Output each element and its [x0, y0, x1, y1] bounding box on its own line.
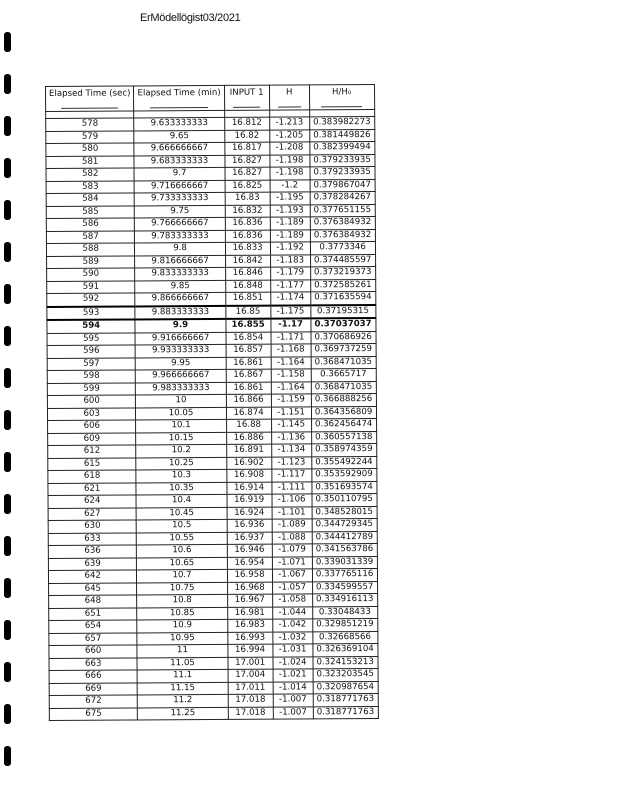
- table-cell: 16.902: [226, 457, 271, 470]
- table-cell: 9.633333333: [134, 117, 224, 130]
- table-cell: 11: [137, 644, 227, 657]
- binder-hole: [4, 116, 11, 136]
- table-cell: 585: [46, 205, 135, 218]
- table-cell: 0.362456474: [311, 418, 376, 431]
- table-cell: 11.2: [138, 694, 228, 707]
- table-cell: 0.351693574: [312, 481, 377, 494]
- table-cell: -1.151: [271, 406, 311, 419]
- table-cell: 16.836: [225, 230, 270, 243]
- table-cell: 636: [48, 545, 137, 558]
- table-cell: 0.373219373: [310, 266, 375, 279]
- binder-hole: [4, 242, 11, 262]
- table-cell: 16.983: [227, 619, 272, 632]
- binder-hole: [4, 452, 11, 472]
- column-header: H: [269, 85, 309, 110]
- table-cell: 10.7: [137, 569, 227, 582]
- binder-hole: [4, 32, 11, 52]
- table-cell: 633: [48, 532, 137, 545]
- table-cell: 9.85: [135, 280, 225, 293]
- table-cell: 16.85: [225, 305, 270, 319]
- table-cell: 16.861: [226, 382, 271, 395]
- binder-hole: [4, 494, 11, 514]
- column-header: INPUT 1: [224, 85, 269, 110]
- table-cell: 17.011: [228, 682, 273, 695]
- table-cell: 10.8: [137, 594, 227, 607]
- table-cell: 0.344412789: [312, 531, 377, 544]
- table-cell: 9.966666667: [136, 369, 226, 382]
- table-cell: 0.382399494: [309, 141, 374, 154]
- column-header: H/H₀: [309, 84, 374, 109]
- table-cell: 10.3: [136, 469, 226, 482]
- table-cell: -1.042: [272, 619, 312, 632]
- table-cell: 600: [47, 395, 136, 408]
- table-cell: 0.329851219: [312, 618, 377, 631]
- table-cell: 663: [49, 657, 138, 670]
- table-cell: 589: [47, 255, 136, 268]
- table-cell: -1.136: [271, 431, 311, 444]
- table-cell: -1.158: [271, 369, 311, 382]
- binder-hole: [4, 410, 11, 430]
- table-cell: 0.377651155: [310, 204, 375, 217]
- binder-hole: [4, 746, 11, 766]
- table-cell: 587: [46, 230, 135, 243]
- table-cell: 16.861: [226, 357, 271, 370]
- table-cell: 16.82: [224, 130, 269, 143]
- table-cell: 627: [48, 507, 137, 520]
- table-cell: 0.323203545: [313, 668, 378, 681]
- table-cell: 9.95: [136, 357, 226, 370]
- table-cell: 16.832: [225, 205, 270, 218]
- table-cell: 578: [46, 118, 135, 131]
- table-cell: 16.867: [226, 369, 271, 382]
- table-cell: -1.168: [271, 344, 311, 357]
- table-cell: 16.968: [227, 582, 272, 595]
- table-cell: 0.376384932: [310, 229, 375, 242]
- table-cell: 0.355492244: [311, 456, 376, 469]
- column-header: Elapsed Time (min): [134, 85, 224, 111]
- table-cell: 651: [49, 607, 138, 620]
- table-cell: 590: [47, 268, 136, 281]
- table-cell: 606: [48, 420, 137, 433]
- table-cell: 580: [46, 143, 135, 156]
- table-cell: 612: [48, 445, 137, 458]
- table-cell: -1.189: [270, 229, 310, 242]
- table-cell: 9.716666667: [135, 180, 225, 193]
- binder-hole: [4, 536, 11, 556]
- table-cell: -1.117: [271, 469, 311, 482]
- table-cell: 16.886: [226, 432, 271, 445]
- table-cell: 16.914: [227, 482, 272, 495]
- table-cell: 16.936: [227, 519, 272, 532]
- table-cell: 595: [47, 332, 136, 345]
- binder-holes: [2, 28, 12, 778]
- table-cell: 598: [47, 370, 136, 383]
- table-cell: -1.007: [273, 706, 313, 719]
- table-cell: -1.205: [269, 129, 309, 142]
- table-cell: -1.079: [272, 544, 312, 557]
- table-cell: 586: [46, 218, 135, 231]
- table-cell: 596: [47, 345, 136, 358]
- binder-hole: [4, 326, 11, 346]
- table-cell: 609: [48, 432, 137, 445]
- table-cell: -1.2: [270, 179, 310, 192]
- table-cell: -1.134: [271, 444, 311, 457]
- table-cell: 16.967: [227, 594, 272, 607]
- table-cell: 615: [48, 457, 137, 470]
- table-cell: 583: [46, 180, 135, 193]
- table-cell: 9.733333333: [135, 192, 225, 205]
- table-cell: -1.177: [270, 279, 310, 292]
- table-cell: 660: [49, 645, 138, 658]
- table-cell: -1.024: [273, 656, 313, 669]
- table-cell: 0.318771763: [313, 693, 378, 706]
- table-cell: 16.812: [224, 117, 269, 130]
- table-cell: 0.344729345: [312, 518, 377, 531]
- table-cell: 672: [49, 695, 138, 708]
- table-cell: 10.95: [137, 632, 227, 645]
- table-cell: -1.089: [272, 519, 312, 532]
- table-cell: 630: [48, 520, 137, 533]
- data-table: [45, 84, 378, 721]
- binder-hole: [4, 200, 11, 220]
- table-cell: 9.65: [134, 130, 224, 143]
- table-cell: 10.55: [137, 532, 227, 545]
- table-cell: 10.5: [137, 519, 227, 532]
- table-cell: 0.334599557: [312, 581, 377, 594]
- table-cell: 0.364356809: [311, 406, 376, 419]
- table-cell: 588: [46, 243, 135, 256]
- table-cell: -1.171: [271, 331, 311, 344]
- table-cell: -1.014: [273, 681, 313, 694]
- table-cell: -1.111: [272, 481, 312, 494]
- table-cell: 16.854: [226, 332, 271, 345]
- table-cell: 10.45: [137, 507, 227, 520]
- table-cell: 666: [49, 670, 138, 683]
- table-cell: -1.101: [272, 506, 312, 519]
- table-cell: 16.937: [227, 532, 272, 545]
- table-cell: -1.021: [273, 669, 313, 682]
- table-cell: 0.379233935: [310, 166, 375, 179]
- binder-hole: [4, 284, 11, 304]
- table-cell: 639: [48, 557, 137, 570]
- table-header-row: [46, 84, 375, 111]
- table-cell: -1.183: [270, 254, 310, 267]
- table-cell: 16.851: [225, 292, 270, 305]
- table-cell: 0.374485597: [310, 254, 375, 267]
- table-cell: 0.379233935: [310, 154, 375, 167]
- table-cell: -1.044: [272, 606, 312, 619]
- table-cell: 16.866: [226, 394, 271, 407]
- table-cell: -1.189: [270, 217, 310, 230]
- table-cell: 16.848: [225, 280, 270, 293]
- table-cell: 10.4: [136, 494, 226, 507]
- table-body: [46, 116, 378, 720]
- table-cell: 0.381449826: [309, 129, 374, 142]
- table-cell: 9.916666667: [135, 332, 225, 345]
- table-cell: 0.32668566: [312, 631, 377, 644]
- table-cell: 16.833: [225, 242, 270, 255]
- table-cell: 582: [46, 168, 135, 181]
- table-cell: 9.816666667: [135, 255, 225, 268]
- table-cell: 669: [49, 682, 138, 695]
- table-cell: 16.855: [226, 319, 271, 332]
- table-cell: 594: [47, 319, 136, 333]
- binder-hole: [4, 368, 11, 388]
- table-cell: 584: [46, 193, 135, 206]
- table-cell: 10.85: [137, 607, 227, 620]
- table-cell: 579: [46, 130, 135, 143]
- table-cell: 10.25: [136, 457, 226, 470]
- table-cell: 16.994: [228, 644, 273, 657]
- binder-hole: [4, 662, 11, 682]
- table-cell: 648: [49, 595, 138, 608]
- table-cell: 581: [46, 155, 135, 168]
- table-cell: 11.15: [138, 682, 228, 695]
- table-cell: 9.75: [135, 205, 225, 218]
- table-cell: 0.350110795: [312, 493, 377, 506]
- table-cell: 17.018: [228, 694, 273, 707]
- table-cell: -1.193: [270, 204, 310, 217]
- header-text: ErMödellögist03/2021: [140, 12, 241, 24]
- table-cell: 0.370686926: [311, 331, 376, 344]
- table-cell: 597: [47, 357, 136, 370]
- table-cell: 10.9: [137, 619, 227, 632]
- table-cell: 9.883333333: [135, 305, 225, 319]
- table-cell: 9.9: [135, 319, 225, 333]
- table-cell: 0.366888256: [311, 393, 376, 406]
- table-cell: 16.817: [224, 142, 269, 155]
- table-cell: 16.993: [227, 632, 272, 645]
- table-cell: 16.827: [225, 155, 270, 168]
- table-cell: 16.827: [225, 167, 270, 180]
- table-cell: 0.372585261: [310, 279, 375, 292]
- table-cell: 0.369737259: [311, 343, 376, 356]
- table-cell: 9.7: [134, 167, 224, 180]
- table-cell: 0.353592909: [311, 468, 376, 481]
- table-cell: 11.25: [138, 707, 228, 720]
- table-cell: 645: [49, 582, 138, 595]
- column-header: Elapsed Time (sec): [46, 86, 135, 112]
- table-cell: -1.123: [271, 456, 311, 469]
- table-cell: 0.368471035: [311, 356, 376, 369]
- table-cell: 654: [49, 620, 138, 633]
- table-cell: -1.164: [271, 381, 311, 394]
- page-header: [140, 12, 240, 24]
- table-cell: 0.339031339: [312, 556, 377, 569]
- table-cell: 0.37195315: [310, 304, 375, 318]
- table-cell: 0.33048433: [312, 606, 377, 619]
- table-cell: 10.2: [136, 444, 226, 457]
- table-cell: 592: [47, 293, 136, 307]
- table-cell: -1.088: [272, 531, 312, 544]
- table-cell: 16.919: [227, 494, 272, 507]
- table-cell: 16.825: [225, 180, 270, 193]
- table-cell: 0.337765116: [312, 568, 377, 581]
- table-cell: 9.833333333: [135, 267, 225, 280]
- table-cell: -1.007: [273, 694, 313, 707]
- table-cell: 0.334916113: [312, 593, 377, 606]
- table-cell: 16.954: [227, 557, 272, 570]
- table-cell: 17.001: [228, 657, 273, 670]
- binder-hole: [4, 578, 11, 598]
- binder-hole: [4, 74, 11, 94]
- table-cell: -1.17: [271, 318, 311, 331]
- table-cell: 0.379867047: [310, 179, 375, 192]
- table-cell: 9.666666667: [134, 142, 224, 155]
- table-cell: 0.348528015: [312, 506, 377, 519]
- table-cell: 9.983333333: [136, 382, 226, 395]
- table-cell: -1.164: [271, 356, 311, 369]
- table-cell: 16.946: [227, 544, 272, 557]
- table-cell: 10.6: [137, 544, 227, 557]
- table-cell: 16.83: [225, 192, 270, 205]
- table-cell: 0.3773346: [310, 241, 375, 254]
- table-cell: 16.88: [226, 419, 271, 432]
- table-cell: 10: [136, 394, 226, 407]
- table-cell: 16.981: [227, 607, 272, 620]
- binder-hole: [4, 158, 11, 178]
- table-cell: 16.857: [226, 344, 271, 357]
- table-cell: 16.874: [226, 407, 271, 420]
- table-cell: 0.37037037: [311, 318, 376, 331]
- binder-hole: [4, 704, 11, 724]
- table-cell: 0.383982273: [309, 116, 374, 129]
- table-cell: 17.018: [228, 707, 273, 720]
- table-cell: 9.766666667: [135, 217, 225, 230]
- table-cell: 16.891: [226, 444, 271, 457]
- table-cell: -1.208: [269, 142, 309, 155]
- table-cell: -1.174: [270, 292, 310, 305]
- table-cell: 9.8: [135, 242, 225, 255]
- table-cell: 10.1: [136, 419, 226, 432]
- table-cell: 0.326369104: [313, 643, 378, 656]
- table-cell: -1.031: [273, 644, 313, 657]
- table-cell: 618: [48, 470, 137, 483]
- table-cell: 0.341563786: [312, 543, 377, 556]
- table-cell: -1.106: [272, 494, 312, 507]
- table-cell: -1.192: [270, 242, 310, 255]
- table-cell: 0.371635594: [310, 291, 375, 304]
- table-cell: 0.324153213: [313, 656, 378, 669]
- table-cell: 621: [48, 482, 137, 495]
- table-cell: 642: [48, 570, 137, 583]
- table-cell: 591: [47, 280, 136, 293]
- table-cell: 0.3665717: [311, 368, 376, 381]
- table-cell: 0.360557138: [311, 431, 376, 444]
- table-cell: 10.15: [136, 432, 226, 445]
- table-cell: 10.75: [137, 582, 227, 595]
- table-cell: 10.35: [136, 482, 226, 495]
- table-cell: 17.004: [228, 669, 273, 682]
- table-cell: 9.866666667: [135, 292, 225, 306]
- table-cell: 16.958: [227, 569, 272, 582]
- table-cell: 16.836: [225, 217, 270, 230]
- table-cell: 10.65: [137, 557, 227, 570]
- table-cell: 675: [49, 707, 138, 720]
- table-row: [49, 706, 378, 721]
- table-cell: -1.058: [272, 594, 312, 607]
- table-cell: -1.195: [270, 192, 310, 205]
- table-cell: -1.213: [269, 117, 309, 130]
- table-cell: 11.1: [138, 669, 228, 682]
- table-cell: 0.318771763: [313, 706, 378, 719]
- table-cell: -1.071: [272, 556, 312, 569]
- table-cell: 593: [47, 306, 136, 320]
- table-cell: 0.368471035: [311, 381, 376, 394]
- table-cell: -1.198: [270, 154, 310, 167]
- table-cell: 9.783333333: [135, 230, 225, 243]
- table-cell: 0.376384932: [310, 216, 375, 229]
- table-cell: 624: [48, 495, 137, 508]
- table-cell: 16.846: [225, 267, 270, 280]
- table-cell: 16.924: [227, 507, 272, 520]
- table-cell: 603: [47, 407, 136, 420]
- table-cell: 657: [49, 632, 138, 645]
- table-cell: 9.683333333: [134, 155, 224, 168]
- table-cell: -1.145: [271, 419, 311, 432]
- table-cell: 9.933333333: [136, 344, 226, 357]
- table-cell: 0.320987654: [313, 681, 378, 694]
- table-cell: -1.032: [272, 631, 312, 644]
- table-cell: -1.159: [271, 394, 311, 407]
- table-cell: 599: [47, 382, 136, 395]
- table-cell: -1.057: [272, 581, 312, 594]
- table-cell: 10.05: [136, 407, 226, 420]
- table-cell: 0.378284267: [310, 191, 375, 204]
- table-cell: 16.908: [226, 469, 271, 482]
- table-cell: -1.198: [270, 167, 310, 180]
- table-cell: -1.179: [270, 267, 310, 280]
- table-cell: -1.175: [270, 305, 310, 319]
- table-cell: 0.358974359: [311, 443, 376, 456]
- table-cell: 11.05: [137, 657, 227, 670]
- binder-hole: [4, 620, 11, 640]
- table-cell: -1.067: [272, 569, 312, 582]
- table-cell: 16.842: [225, 255, 270, 268]
- data-table-container: [45, 86, 375, 721]
